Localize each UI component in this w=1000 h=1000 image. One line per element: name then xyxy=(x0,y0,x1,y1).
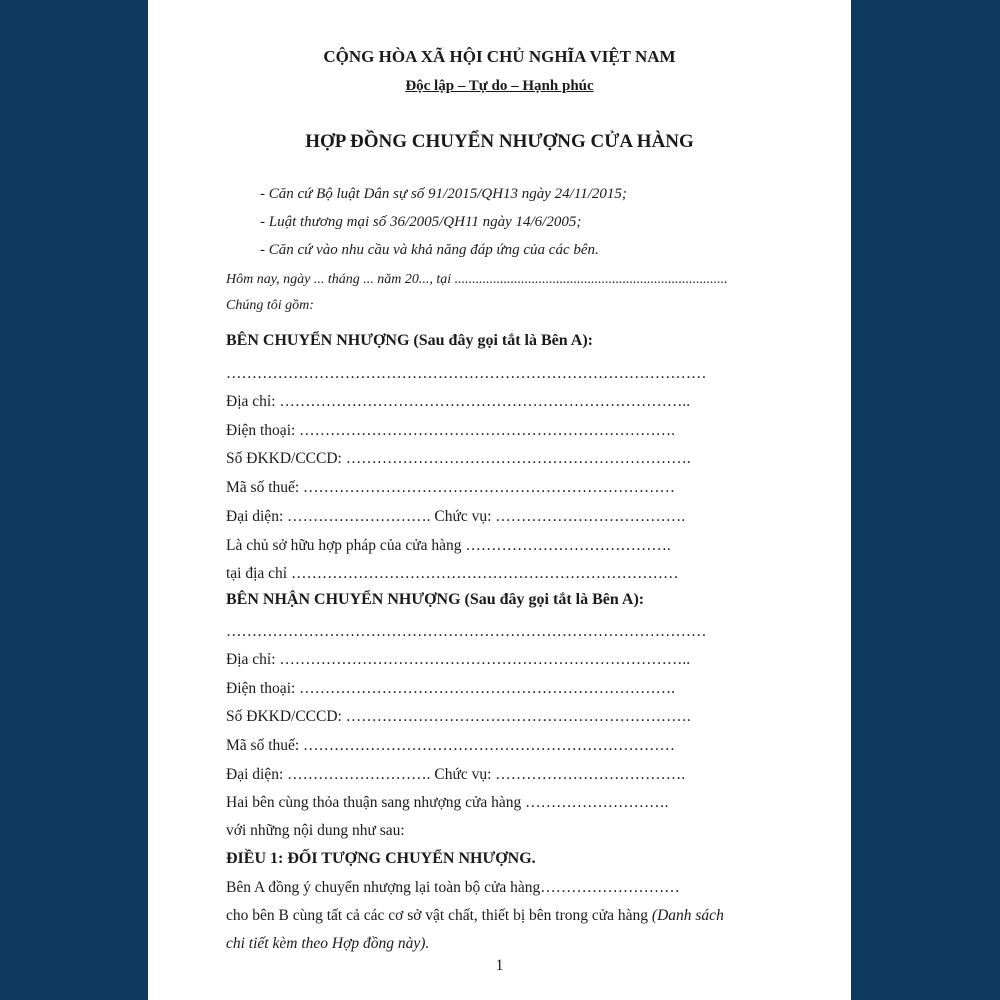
party-a-owner-line: Là chủ sở hữu hợp pháp của cửa hàng …………………………………. xyxy=(226,537,671,554)
party-a-id-line: Số ĐKKD/CCCD: …………………………………………………………. xyxy=(226,450,691,467)
party-a-name-line: ………………………………………………………………………………… xyxy=(226,365,707,382)
party-b-heading: BÊN NHẬN CHUYỂN NHƯỢNG (Sau đây gọi tắt là Bên A): xyxy=(226,591,645,608)
page-number: 1 xyxy=(495,957,504,974)
article-1-line-2-text: cho bên B cùng tất cả các cơ sở vật chất, thiết bị bên trong cửa hàng xyxy=(226,907,652,924)
party-a-location-line: tại địa chỉ ………………………………………………………………… xyxy=(226,565,679,582)
article-1-line-3: chi tiết kèm theo Hợp đồng này). xyxy=(226,935,430,952)
date-line: Hôm nay, ngày ... tháng ... năm 20..., tại .............................................................................. xyxy=(226,272,728,287)
article-1-line-2 xyxy=(226,907,724,925)
party-b-name-line: ………………………………………………………………………………… xyxy=(226,623,707,640)
national-motto: Độc lập – Tự do – Hạnh phúc xyxy=(405,78,594,94)
party-a-tax-line: Mã số thuế: ……………………………………………………………… xyxy=(226,479,676,496)
agreement-line: Hai bên cùng thỏa thuận sang nhượng cửa hàng ………………………. xyxy=(226,794,669,811)
agreement-content-line: với những nội dung như sau: xyxy=(226,822,405,839)
party-b-tax-line: Mã số thuế: ……………………………………………………………… xyxy=(226,737,676,754)
legal-basis-2: - Luật thương mại số 36/2005/QH11 ngày 14/6/2005; xyxy=(260,214,582,230)
party-b-id-line: Số ĐKKD/CCCD: …………………………………………………………. xyxy=(226,708,691,725)
legal-basis-3: - Căn cứ vào nhu cầu và khả năng đáp ứng của các bên. xyxy=(260,242,599,258)
party-a-phone-line: Điện thoại: ………………………………………………………………. xyxy=(226,422,676,439)
document-page xyxy=(148,0,851,1000)
article-1-line-2-italic: (Danh sách xyxy=(651,907,724,924)
party-b-phone-line: Điện thoại: ………………………………………………………………. xyxy=(226,680,676,697)
article-1-line-1: Bên A đồng ý chuyển nhượng lại toàn bộ cửa hàng……………………… xyxy=(226,879,680,896)
party-a-representative-line: Đại diện: ………………………. Chức vụ: ………………………………. xyxy=(226,508,686,525)
legal-basis-1: - Căn cứ Bộ luật Dân sự số 91/2015/QH13 ngày 24/11/2015; xyxy=(260,186,627,202)
party-a-heading: BÊN CHUYỂN NHƯỢNG (Sau đây gọi tắt là Bên A): xyxy=(226,332,593,349)
contract-title: HỢP ĐỒNG CHUYỂN NHƯỢNG CỬA HÀNG xyxy=(305,131,694,152)
party-b-representative-line: Đại diện: ………………………. Chức vụ: ………………………………. xyxy=(226,766,686,783)
party-b-address-line: Địa chỉ: …………………………………………………………………….. xyxy=(226,651,691,668)
article-1-heading: ĐIỀU 1: ĐỐI TƯỢNG CHUYỂN NHƯỢNG. xyxy=(226,850,536,867)
national-title: CỘNG HÒA XÃ HỘI CHỦ NGHĨA VIỆT NAM xyxy=(323,47,676,66)
party-a-address-line: Địa chỉ: …………………………………………………………………….. xyxy=(226,393,691,410)
we-are-line: Chúng tôi gồm: xyxy=(226,298,314,313)
